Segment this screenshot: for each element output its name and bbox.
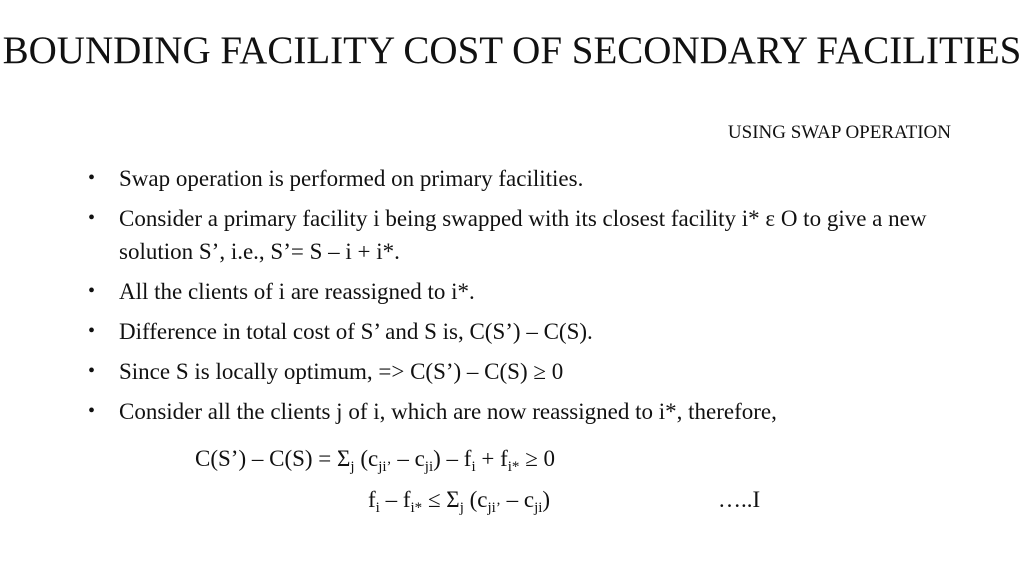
bullet-item <box>88 162 948 195</box>
bullet-item <box>88 315 948 348</box>
bullet-text: Since S is locally optimum, => C(S’) – C(S) ≥ 0 <box>119 359 564 384</box>
bullet-dot-icon: • <box>88 280 96 302</box>
bullet-dot-icon: • <box>88 167 96 189</box>
bullet-text: Consider a primary facility i being swapped with its closest facility i* ε O to give a new solution S’, i.e., S’= S – i + i*. <box>119 206 927 264</box>
bullet-item <box>88 355 948 388</box>
slide-title: BOUNDING FACILITY COST OF SECONDARY FACILITIES <box>2 29 1022 72</box>
bullet-text: Difference in total cost of S’ and S is, C(S’) – C(S). <box>119 319 593 344</box>
bullet-dot-icon: • <box>88 320 96 342</box>
equation-facility-bound: $f_i - f_{i*} \le \Sigma_j$ $(c_{ji’} - c_{ji})$ <box>368 487 551 516</box>
bullet-dot-icon: • <box>88 360 96 382</box>
bullet-item <box>88 202 948 268</box>
equation-label: …..I <box>718 487 761 512</box>
bullet-text: Swap operation is performed on primary facilities. <box>119 166 584 191</box>
bullet-item <box>88 275 948 308</box>
bullet-text: Consider all the clients j of i, which are now reassigned to i*, therefore, <box>119 399 777 424</box>
slide-subtitle: USING SWAP OPERATION <box>727 122 951 143</box>
bullet-dot-icon: • <box>88 207 96 229</box>
bullet-text: All the clients of i are reassigned to i*. <box>119 279 475 304</box>
bullet-dot-icon: • <box>88 400 96 422</box>
bullet-item <box>88 395 948 428</box>
bullet-list <box>88 162 948 435</box>
equation-cost-difference: C(S’) – $C(S) = \Sigma_j$ $(c_{ji’} - c_{ji}) - f_i + f_{i*} \ge 0$ <box>195 446 556 475</box>
